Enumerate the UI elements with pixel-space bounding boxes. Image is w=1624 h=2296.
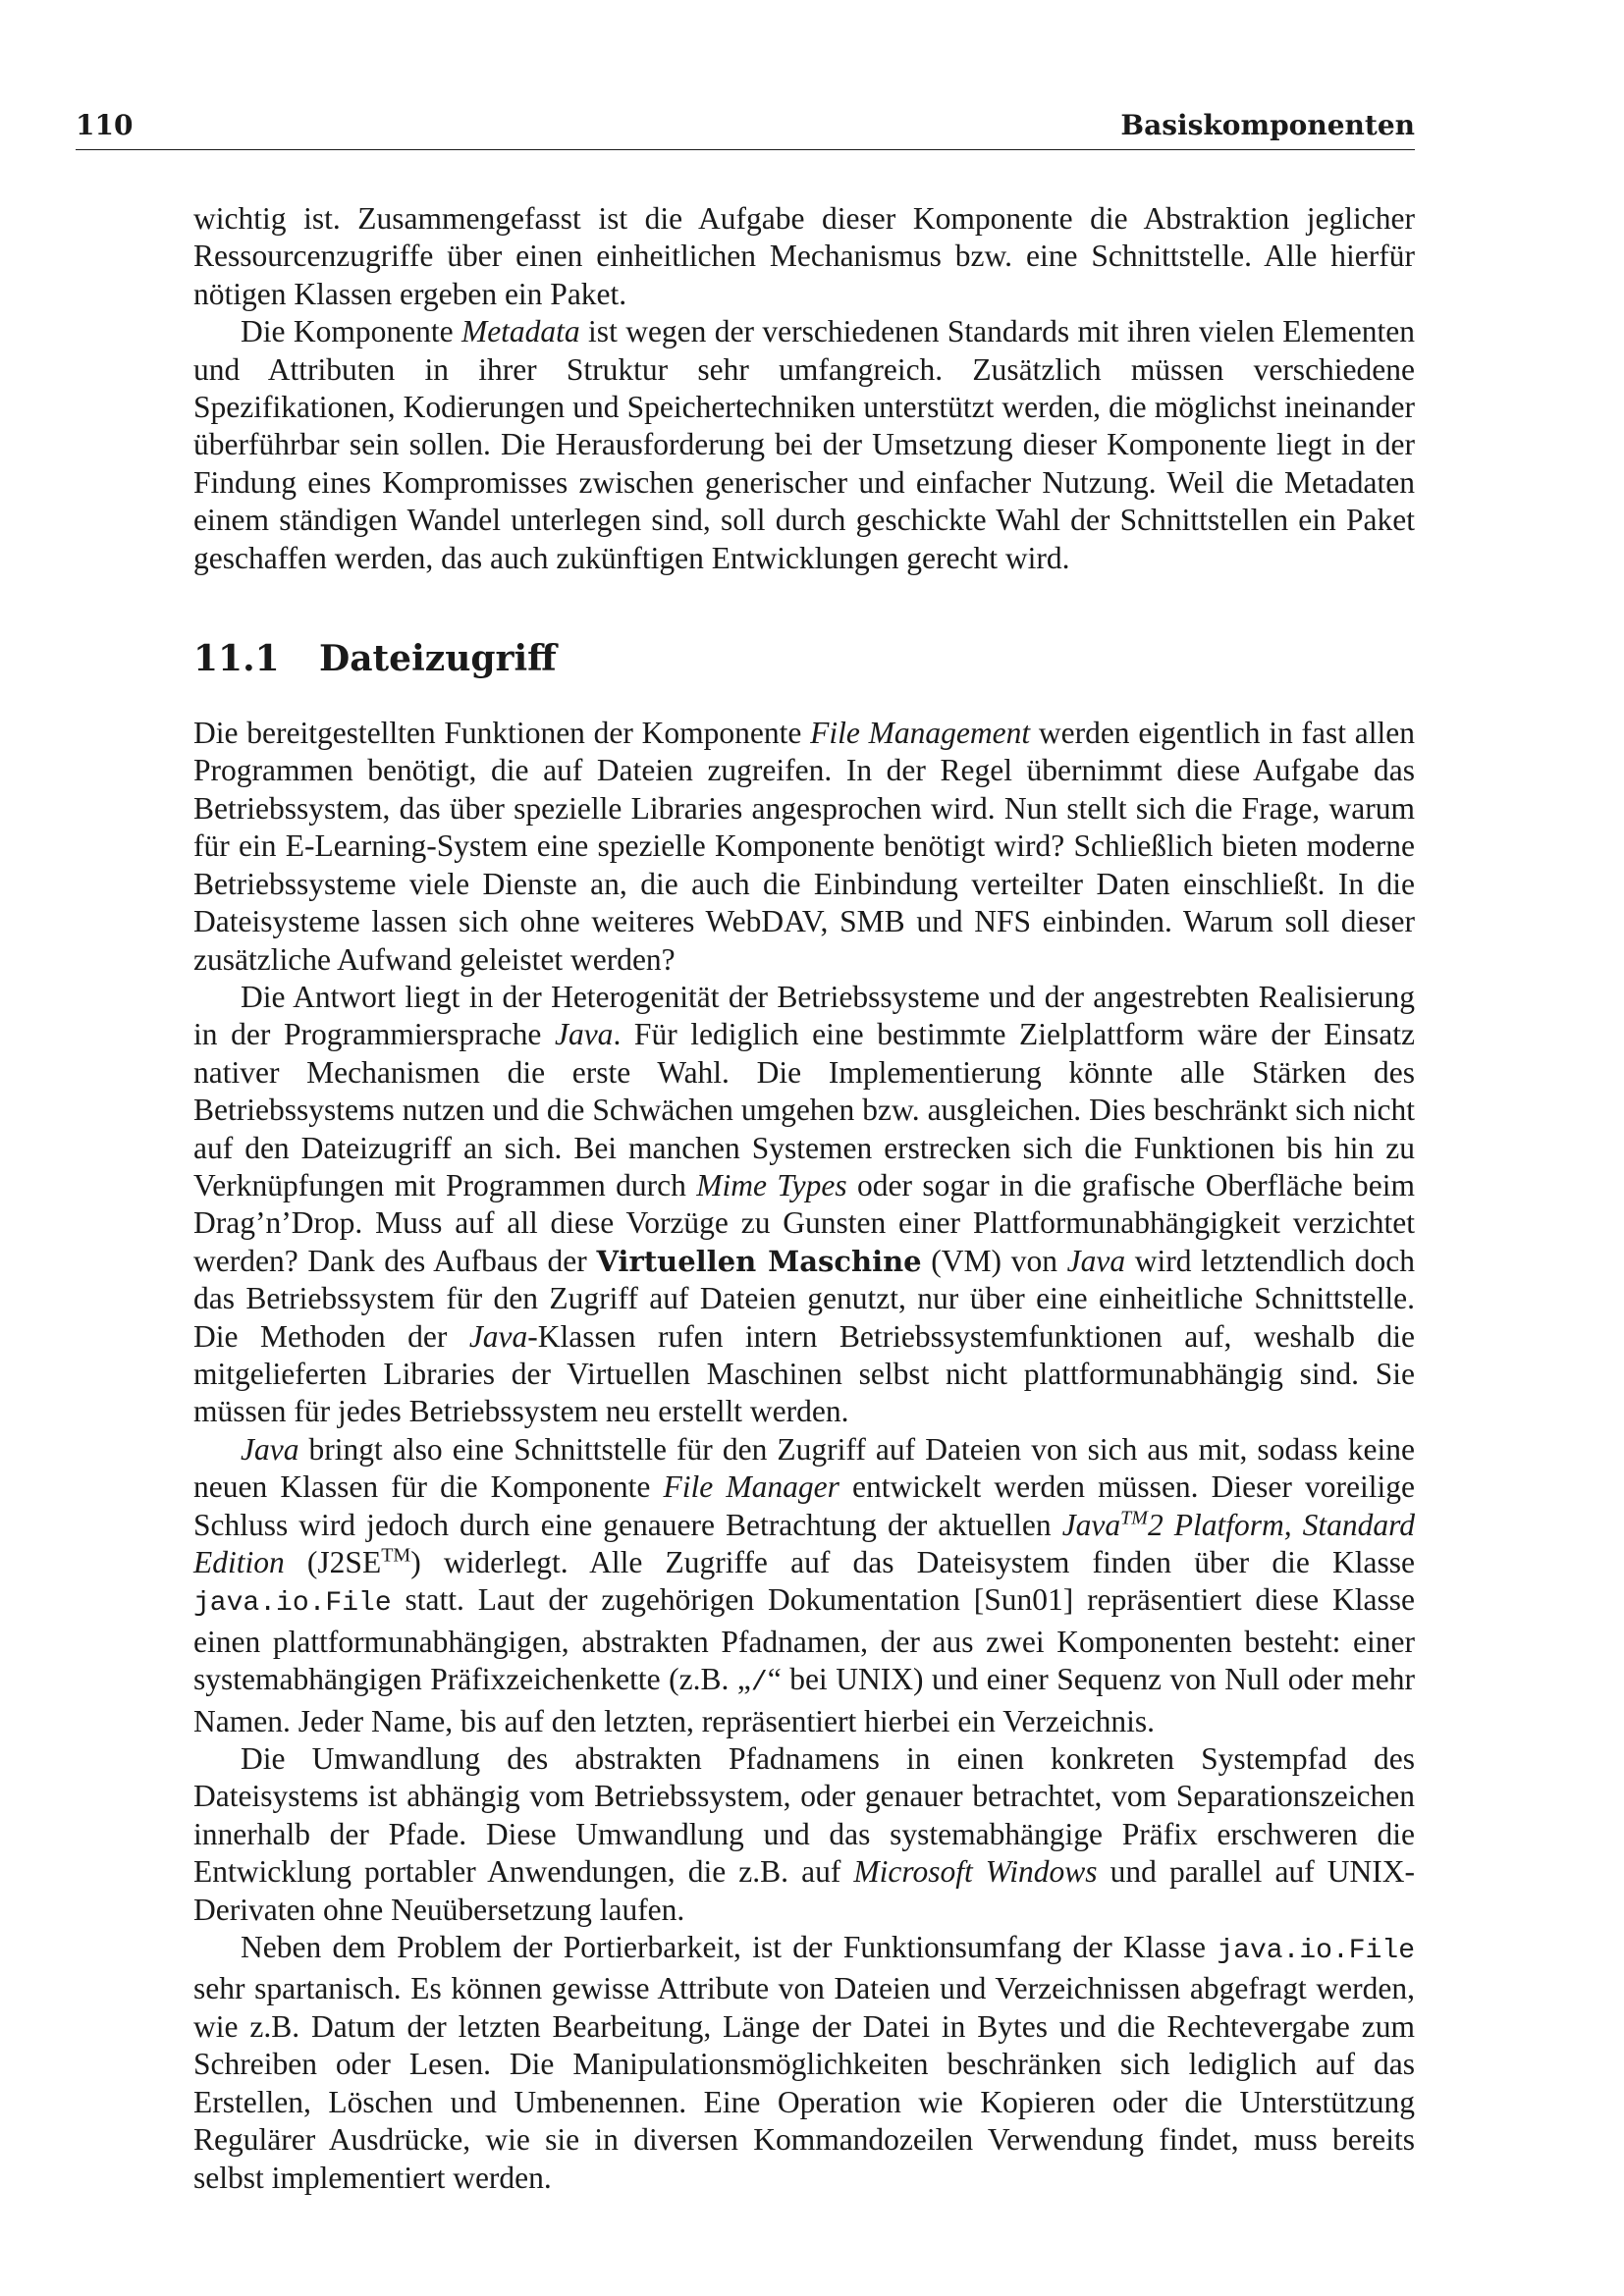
section-paragraph-4: Die Umwandlung des abstrakten Pfadnamens in einen konkreten Systempfad des Dateisystems ist abhängig vom Betriebssystem, oder genauer betrachtet, vom Separationszeichen innerhalb der Pfade. Diese Umwandlung und das systemabhängige Präfix erschweren die Entwicklung portabler Anwendungen, die z.B. auf Microsoft Windows und parallel auf UNIX-Derivaten ohne Neuübersetzung laufen.	[193, 1741, 1415, 1927]
page-number: 110	[76, 109, 134, 141]
section-paragraph-5: Neben dem Problem der Portierbarkeit, ist der Funktionsumfang der Klasse java.io.File sehr spartanisch. Es können gewisse Attribute von Dateien und Verzeichnissen abgefragt werden, wie z.B. Datum der letzten Bearbeitung, Länge der Datei in Bytes und die Rechtevergabe zum Schreiben oder Lesen. Die Manipulationsmöglichkeiten beschränken sich lediglich auf das Erstellen, Löschen und Umbenennen. Eine Operation wie Kopieren oder die Unterstützung Regulärer Ausdrücke, wie sie in diversen Kommandozeilen Verwendung findet, muss bereits selbst implementiert werden.	[193, 1930, 1415, 2195]
term-metadata: Metadata	[460, 314, 580, 349]
section-heading	[193, 638, 1415, 679]
book-page	[76, 0, 1416, 2296]
term-file-manager: File Manager	[663, 1469, 839, 1505]
code-java-io-file: java.io.File	[193, 1588, 392, 1620]
term-mime-types: Mime Types	[696, 1167, 847, 1202]
body-text	[193, 200, 1415, 2197]
code-java-io-file-2: java.io.File	[1217, 1936, 1415, 1967]
term-file-management: File Management	[810, 716, 1031, 751]
section-number: 11.1	[193, 638, 280, 680]
section-paragraph-1: Die bereitgestellten Funktionen der Komponente File Management werden eigentlich in fast allen Programmen benötigt, die auf Dateien zugreifen. In der Regel übernimmt diese Aufgabe das Betriebssystem, das über spezielle Libraries angesprochen wird. Nun stellt sich die Frage, warum für ein E-Learning-System eine spezielle Komponente benötigt wird? Schließlich bieten moderne Betriebssysteme viele Dienste an, die auch die Einbindung verteilter Daten einschließt. In die Dateisysteme lassen sich ohne weiteres WebDAV, SMB und NFS einbinden. Warum soll dieser zusätzliche Aufwand geleistet werden?	[193, 716, 1415, 977]
intro-paragraph-2: Die Komponente Metadata ist wegen der verschiedenen Standards mit ihren vielen Elementen und Attributen in ihrer Struktur sehr umfangreich. Zusätzlich müssen verschiedene Spezifikationen, Kodierungen und Speichertechniken unterstützt werden, die möglichst ineinander überführbar sein sollen. Die Herausforderung bei der Umsetzung dieser Komponente liegt in der Findung eines Kompromisses zwischen generischer und einfacher Nutzung. Weil die Metadaten einem ständigen Wandel unterlegen sind, soll durch geschickte Wahl der Schnittstellen ein Paket geschaffen werden, das auch zukünftigen Entwicklungen gerecht wird.	[193, 314, 1416, 575]
section-paragraph-3: Java bringt also eine Schnittstelle für den Zugriff auf Dateien von sich aus mit, sodass keine neuen Klassen für die Komponente File Manager entwickelt werden müssen. Dieser voreilige Schluss wird jedoch durch eine genauere Betrachtung der aktuellen Java™2 Platform, Standard Edition (J2SE™) widerlegt. Alle Zugriffe auf das Dateisystem finden über die Klasse java.io.File statt. Laut der zugehörigen Dokumentation [Sun01] repräsentiert diese Klasse einen plattformunabhängigen, abstrakten Pfadnamen, der aus zwei Komponenten besteht: einer systemabhängigen Präfixzeichenkette (z.B. „/“ bei UNIX) und einer Sequenz von Null oder mehr Namen. Jeder Name, bis auf den letzten, repräsentiert hierbei ein Verzeichnis.	[193, 1431, 1415, 1738]
term-virtual-machine: Virtuellen Maschine	[596, 1244, 922, 1278]
section-title: Dateizugriff	[319, 638, 557, 680]
running-header	[76, 106, 1415, 150]
section-paragraph-2: Die Antwort liegt in der Heterogenität der Betriebssysteme und der angestrebten Realisierung in der Programmiersprache Java. Für lediglich eine bestimmte Zielplattform wäre der Einsatz nativer Mechanismen die erste Wahl. Die Implementierung könnte alle Stärken des Betriebssystems nutzen und die Schwächen umgehen bzw. ausgleichen. Dies beschränkt sich nicht auf den Dateizugriff an sich. Bei manchen Systemen erstrecken sich die Funktionen bis hin zu Verknüpfungen mit Programmen durch Mime Types oder sogar in die grafische Oberfläche beim Drag’n’Drop. Muss auf all diese Vorzüge zu Gunsten einer Plattformunabhängigkeit verzichtet werden? Dank des Aufbaus der Virtuellen Maschine (VM) von Java wird letztendlich doch das Betriebssystem für den Zugriff auf Dateien genutzt, nur über eine einheitliche Schnittstelle. Die Methoden der Java-Klassen rufen intern Betriebssystemfunktionen auf, weshalb die mitgelieferten Libraries der Virtuellen Maschinen selbst nicht plattformunabhängig sind. Sie müssen für jedes Betriebssystem neu erstellt werden.	[193, 979, 1415, 1429]
term-microsoft-windows: Microsoft Windows	[853, 1854, 1098, 1890]
intro-paragraph-1: wichtig ist. Zusammengefasst ist die Aufgabe dieser Komponente die Abstraktion jeglicher Ressourcenzugriffe über einen einheitlichen Mechanismus bzw. eine Schnittstelle. Alle hierfür nötigen Klassen ergeben ein Paket.	[193, 201, 1415, 311]
chapter-running-title: Basiskomponenten	[1120, 109, 1415, 141]
